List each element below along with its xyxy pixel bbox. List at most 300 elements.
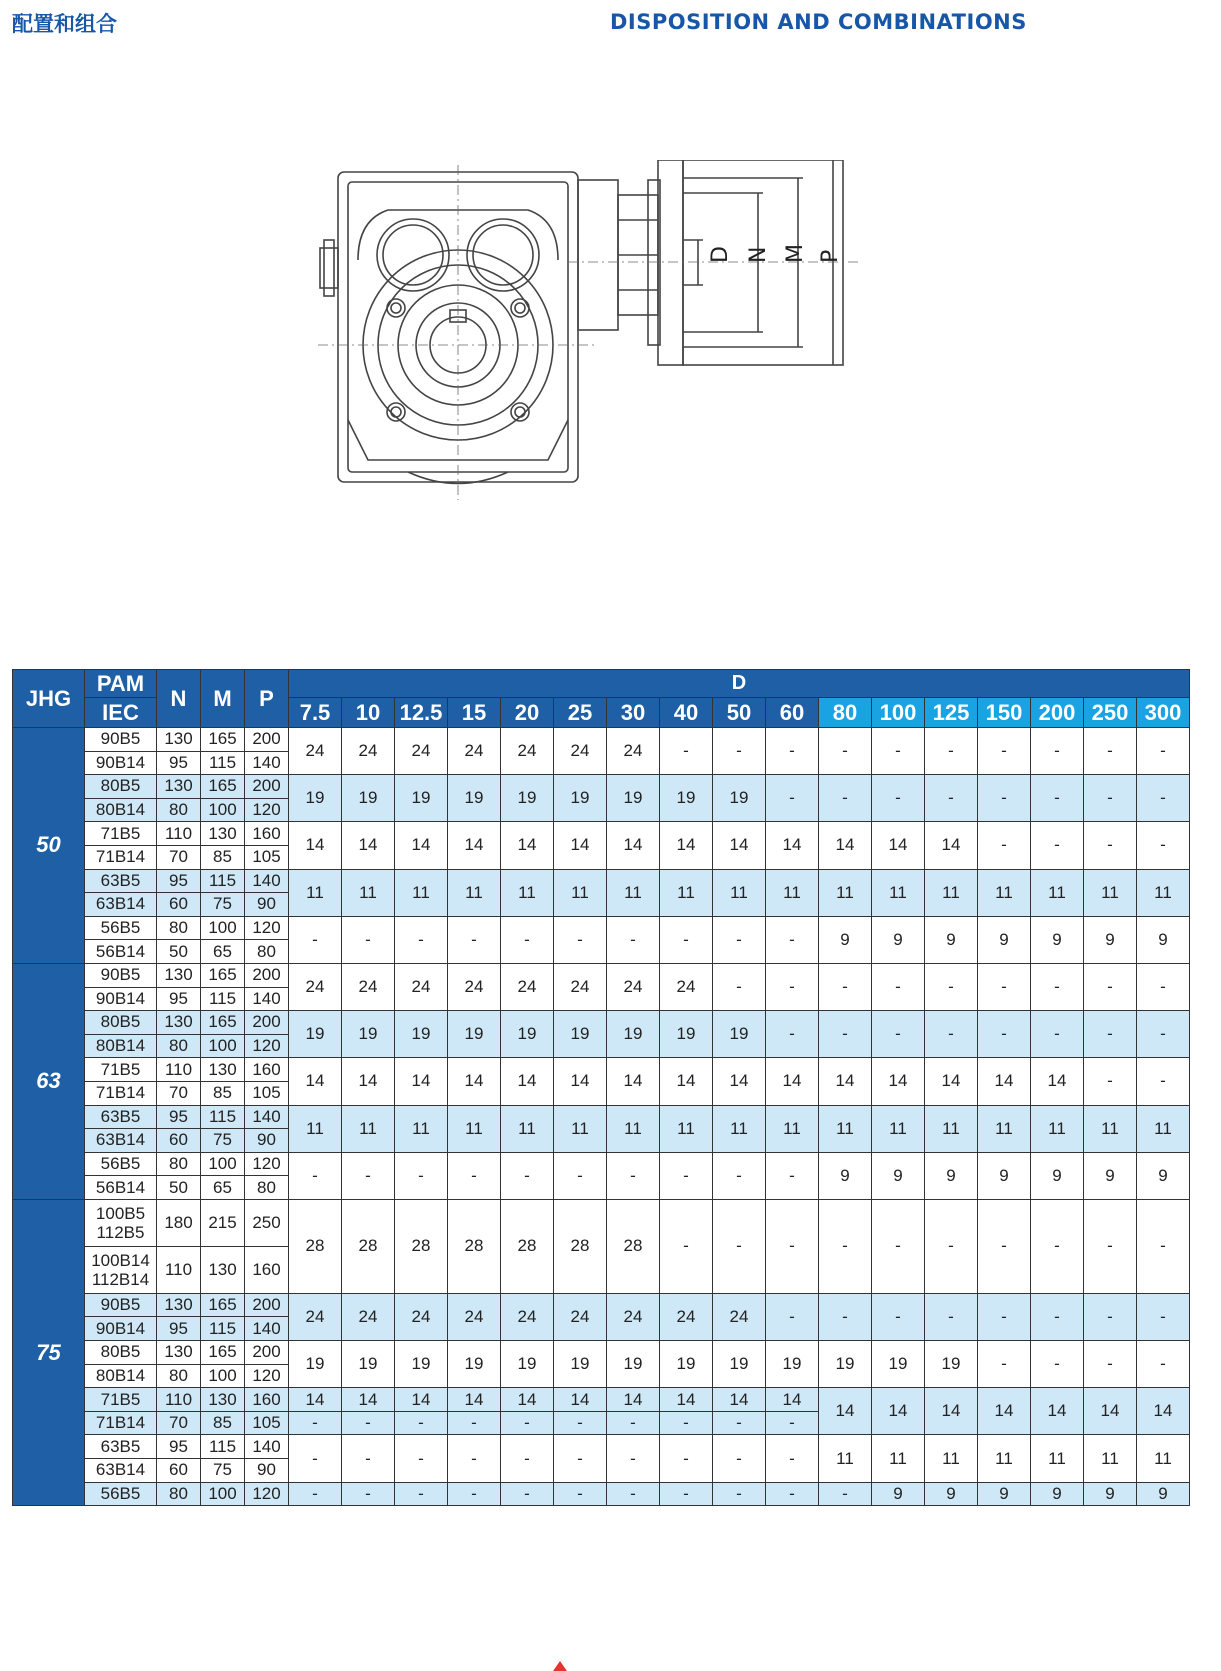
m-cell: 100 (201, 1482, 245, 1506)
n-cell: 130 (157, 1011, 201, 1035)
d-value-cell: - (395, 1482, 448, 1506)
d-value-cell: 9 (1084, 1152, 1137, 1199)
ratio-header: 30 (607, 698, 660, 728)
ratio-header: 100 (872, 698, 925, 728)
d-value-cell: 11 (1084, 1435, 1137, 1482)
d-value-cell: - (872, 728, 925, 775)
d-value-cell: - (660, 728, 713, 775)
d-value-cell: 19 (501, 1011, 554, 1058)
n-cell: 80 (157, 1482, 201, 1506)
table-row (13, 1199, 1190, 1246)
d-value-cell: 9 (872, 1482, 925, 1506)
d-value-cell: 19 (660, 1011, 713, 1058)
iec-cell: 90B14 (85, 987, 157, 1011)
d-value-cell: 24 (713, 1293, 766, 1340)
p-cell: 140 (245, 987, 289, 1011)
d-value-cell: 14 (607, 822, 660, 869)
d-value-cell: 19 (395, 1011, 448, 1058)
d-value-cell: 14 (289, 1058, 342, 1105)
p-cell: 120 (245, 1034, 289, 1058)
d-value-cell: 14 (978, 1388, 1031, 1435)
d-value-cell: 28 (607, 1199, 660, 1293)
iec-cell: 56B5 (85, 1152, 157, 1176)
d-value-cell: 11 (1031, 1105, 1084, 1152)
d-value-cell: 24 (395, 963, 448, 1010)
d-value-cell: - (660, 1411, 713, 1435)
d-value-cell: 24 (501, 963, 554, 1010)
d-value-cell: 19 (607, 775, 660, 822)
d-value-cell: 19 (872, 1341, 925, 1388)
table-row (13, 1058, 1190, 1082)
d-value-cell: - (289, 1482, 342, 1506)
iec-cell: 80B14 (85, 798, 157, 822)
p-cell: 160 (245, 1388, 289, 1412)
d-value-cell: 11 (448, 869, 501, 916)
d-value-cell: - (713, 963, 766, 1010)
d-value-cell: 19 (554, 1011, 607, 1058)
combinations-table (12, 669, 1190, 1506)
dim-label-p: P (818, 249, 843, 263)
iec-cell: 100B14 112B14 (85, 1246, 157, 1293)
d-value-cell: - (1084, 1011, 1137, 1058)
iec-cell: 100B5 112B5 (85, 1199, 157, 1246)
d-value-cell: 14 (607, 1388, 660, 1412)
d-value-cell: 14 (713, 1388, 766, 1412)
d-value-cell: - (766, 1293, 819, 1340)
d-value-cell: 24 (554, 728, 607, 775)
col-header-m: M (201, 670, 245, 728)
d-value-cell: 14 (1031, 1388, 1084, 1435)
table-row (13, 728, 1190, 752)
d-value-cell: - (925, 775, 978, 822)
d-value-cell: 14 (872, 822, 925, 869)
m-cell: 130 (201, 1246, 245, 1293)
iec-cell: 63B14 (85, 1459, 157, 1483)
d-value-cell: 14 (501, 1388, 554, 1412)
n-cell: 70 (157, 1081, 201, 1105)
d-value-cell: 11 (925, 869, 978, 916)
d-value-cell: 14 (925, 822, 978, 869)
d-value-cell: - (1084, 728, 1137, 775)
d-value-cell: 14 (289, 1388, 342, 1412)
d-value-cell: - (501, 916, 554, 963)
iec-cell: 80B5 (85, 775, 157, 799)
d-value-cell: 14 (819, 1058, 872, 1105)
iec-cell: 56B14 (85, 940, 157, 964)
d-value-cell: 24 (289, 963, 342, 1010)
d-value-cell: 24 (342, 728, 395, 775)
m-cell: 115 (201, 987, 245, 1011)
d-value-cell: 14 (1084, 1388, 1137, 1435)
n-cell: 70 (157, 1411, 201, 1435)
m-cell: 85 (201, 1411, 245, 1435)
table-row (13, 916, 1190, 940)
d-value-cell: - (501, 1482, 554, 1506)
m-cell: 215 (201, 1199, 245, 1246)
iec-cell: 80B5 (85, 1011, 157, 1035)
d-value-cell: 19 (713, 775, 766, 822)
d-value-cell: - (1137, 1058, 1190, 1105)
d-value-cell: - (819, 728, 872, 775)
d-value-cell: - (978, 822, 1031, 869)
n-cell: 180 (157, 1199, 201, 1246)
size-label: 50 (13, 728, 85, 964)
d-value-cell: - (925, 1011, 978, 1058)
page-footer-mark (553, 1661, 567, 1671)
d-value-cell: 14 (925, 1388, 978, 1435)
p-cell: 90 (245, 1459, 289, 1483)
iec-cell: 63B5 (85, 1435, 157, 1459)
d-value-cell: - (713, 916, 766, 963)
d-value-cell: 11 (554, 1105, 607, 1152)
d-value-cell: - (1137, 1011, 1190, 1058)
d-value-cell: - (766, 916, 819, 963)
iec-cell: 71B5 (85, 1388, 157, 1412)
p-cell: 90 (245, 1129, 289, 1153)
gearbox-drawing (318, 160, 898, 505)
p-cell: 140 (245, 869, 289, 893)
table-row (13, 1482, 1190, 1506)
d-value-cell: 19 (925, 1341, 978, 1388)
p-cell: 200 (245, 963, 289, 987)
d-value-cell: - (501, 1152, 554, 1199)
m-cell: 165 (201, 728, 245, 752)
d-value-cell: - (607, 1482, 660, 1506)
d-value-cell: 24 (342, 963, 395, 1010)
p-cell: 105 (245, 1081, 289, 1105)
d-value-cell: 14 (501, 1058, 554, 1105)
d-value-cell: - (925, 728, 978, 775)
d-value-cell: 11 (342, 869, 395, 916)
col-header-pam: PAM (85, 670, 157, 698)
m-cell: 85 (201, 1081, 245, 1105)
d-value-cell: 11 (713, 1105, 766, 1152)
d-value-cell: 14 (607, 1058, 660, 1105)
d-value-cell: 14 (766, 1058, 819, 1105)
d-value-cell: - (766, 728, 819, 775)
d-value-cell: - (819, 1293, 872, 1340)
d-value-cell: - (1084, 1199, 1137, 1293)
p-cell: 120 (245, 1482, 289, 1506)
p-cell: 90 (245, 893, 289, 917)
d-value-cell: - (1031, 1011, 1084, 1058)
d-value-cell: 19 (660, 775, 713, 822)
d-value-cell: 14 (395, 1058, 448, 1105)
d-value-cell: 24 (395, 728, 448, 775)
d-value-cell: 9 (1084, 1482, 1137, 1506)
d-value-cell: - (978, 728, 1031, 775)
d-value-cell: 24 (607, 963, 660, 1010)
m-cell: 165 (201, 775, 245, 799)
col-header-p: P (245, 670, 289, 728)
d-value-cell: - (448, 916, 501, 963)
iec-cell: 71B14 (85, 1411, 157, 1435)
d-value-cell: 19 (607, 1341, 660, 1388)
d-value-cell: 11 (872, 1105, 925, 1152)
m-cell: 130 (201, 1058, 245, 1082)
col-header-d: D (289, 670, 1190, 698)
d-value-cell: - (978, 1293, 1031, 1340)
iec-cell: 71B5 (85, 1058, 157, 1082)
d-value-cell: 24 (554, 1293, 607, 1340)
d-value-cell: - (607, 1411, 660, 1435)
table-row (13, 869, 1190, 893)
n-cell: 130 (157, 963, 201, 987)
ratio-header: 12.5 (395, 698, 448, 728)
n-cell: 60 (157, 893, 201, 917)
d-value-cell: 24 (289, 728, 342, 775)
d-value-cell: - (395, 916, 448, 963)
d-value-cell: - (978, 1341, 1031, 1388)
m-cell: 165 (201, 963, 245, 987)
d-value-cell: - (713, 1482, 766, 1506)
d-value-cell: 11 (1137, 869, 1190, 916)
d-value-cell: - (1031, 775, 1084, 822)
d-value-cell: - (1031, 1341, 1084, 1388)
m-cell: 115 (201, 1435, 245, 1459)
iec-cell: 63B14 (85, 893, 157, 917)
n-cell: 95 (157, 1435, 201, 1459)
iec-cell: 80B14 (85, 1034, 157, 1058)
d-value-cell: 14 (289, 822, 342, 869)
d-value-cell: 14 (554, 822, 607, 869)
d-value-cell: 24 (554, 963, 607, 1010)
d-value-cell: - (819, 775, 872, 822)
m-cell: 100 (201, 916, 245, 940)
d-value-cell: 14 (448, 1058, 501, 1105)
p-cell: 200 (245, 775, 289, 799)
d-value-cell: - (1084, 1293, 1137, 1340)
d-value-cell: 14 (925, 1058, 978, 1105)
p-cell: 120 (245, 1364, 289, 1388)
d-value-cell: 11 (872, 1435, 925, 1482)
d-value-cell: 11 (660, 1105, 713, 1152)
d-value-cell: - (660, 1435, 713, 1482)
p-cell: 140 (245, 1105, 289, 1129)
d-value-cell: 19 (448, 1341, 501, 1388)
d-value-cell: 19 (289, 775, 342, 822)
d-value-cell: 24 (660, 963, 713, 1010)
d-value-cell: - (660, 1482, 713, 1506)
n-cell: 70 (157, 845, 201, 869)
n-cell: 80 (157, 1152, 201, 1176)
page-title-cn: 配置和组合 (12, 12, 117, 36)
d-value-cell: - (554, 1435, 607, 1482)
d-value-cell: - (607, 1152, 660, 1199)
d-value-cell: 14 (978, 1058, 1031, 1105)
ratio-header: 60 (766, 698, 819, 728)
p-cell: 120 (245, 916, 289, 940)
d-value-cell: - (766, 1482, 819, 1506)
ratio-header: 150 (978, 698, 1031, 728)
iec-cell: 90B14 (85, 751, 157, 775)
d-value-cell: 19 (342, 775, 395, 822)
d-value-cell: 19 (501, 1341, 554, 1388)
d-value-cell: 14 (819, 1388, 872, 1435)
n-cell: 110 (157, 1058, 201, 1082)
ratio-header: 300 (1137, 698, 1190, 728)
d-value-cell: - (395, 1411, 448, 1435)
d-value-cell: 28 (501, 1199, 554, 1293)
d-value-cell: 14 (660, 822, 713, 869)
d-value-cell: 24 (501, 728, 554, 775)
n-cell: 110 (157, 1246, 201, 1293)
d-value-cell: - (766, 1435, 819, 1482)
ratio-header: 10 (342, 698, 395, 728)
d-value-cell: - (925, 1199, 978, 1293)
d-value-cell: 19 (289, 1341, 342, 1388)
d-value-cell: - (1031, 728, 1084, 775)
p-cell: 200 (245, 1341, 289, 1365)
d-value-cell: 19 (448, 1011, 501, 1058)
d-value-cell: 11 (978, 869, 1031, 916)
n-cell: 95 (157, 869, 201, 893)
d-value-cell: 9 (925, 1152, 978, 1199)
d-value-cell: 14 (1137, 1388, 1190, 1435)
d-value-cell: 19 (660, 1341, 713, 1388)
d-value-cell: - (448, 1411, 501, 1435)
p-cell: 80 (245, 1176, 289, 1200)
d-value-cell: - (448, 1152, 501, 1199)
m-cell: 165 (201, 1011, 245, 1035)
page-title-en: DISPOSITION AND COMBINATIONS (610, 10, 1027, 34)
col-header-iec: IEC (85, 698, 157, 728)
iec-cell: 63B5 (85, 1105, 157, 1129)
d-value-cell: 14 (660, 1058, 713, 1105)
d-value-cell: - (1084, 1058, 1137, 1105)
ratio-header: 7.5 (289, 698, 342, 728)
d-value-cell: 19 (554, 775, 607, 822)
n-cell: 130 (157, 775, 201, 799)
d-value-cell: 9 (1137, 1152, 1190, 1199)
d-value-cell: - (1084, 963, 1137, 1010)
d-value-cell: 9 (978, 916, 1031, 963)
d-value-cell: - (1031, 963, 1084, 1010)
table-row (13, 1341, 1190, 1365)
d-value-cell: 14 (713, 822, 766, 869)
d-value-cell: - (607, 916, 660, 963)
d-value-cell: 14 (554, 1388, 607, 1412)
m-cell: 115 (201, 1317, 245, 1341)
d-value-cell: 9 (978, 1152, 1031, 1199)
d-value-cell: - (1137, 775, 1190, 822)
d-value-cell: - (766, 963, 819, 1010)
ratio-header: 125 (925, 698, 978, 728)
d-value-cell: - (554, 1152, 607, 1199)
d-value-cell: 24 (607, 728, 660, 775)
iec-cell: 80B14 (85, 1364, 157, 1388)
d-value-cell: 19 (342, 1011, 395, 1058)
p-cell: 200 (245, 728, 289, 752)
d-value-cell: 14 (395, 1388, 448, 1412)
d-value-cell: 11 (713, 869, 766, 916)
d-value-cell: 19 (713, 1341, 766, 1388)
d-value-cell: - (342, 1411, 395, 1435)
d-value-cell: - (819, 1199, 872, 1293)
d-value-cell: 24 (289, 1293, 342, 1340)
d-value-cell: 9 (1031, 916, 1084, 963)
d-value-cell: - (766, 1152, 819, 1199)
m-cell: 75 (201, 893, 245, 917)
d-value-cell: 19 (819, 1341, 872, 1388)
d-value-cell: 28 (448, 1199, 501, 1293)
n-cell: 130 (157, 728, 201, 752)
d-value-cell: - (872, 775, 925, 822)
d-value-cell: - (819, 1011, 872, 1058)
d-value-cell: - (342, 916, 395, 963)
d-value-cell: - (978, 963, 1031, 1010)
d-value-cell: - (660, 1199, 713, 1293)
iec-cell: 63B14 (85, 1129, 157, 1153)
d-value-cell: 11 (501, 869, 554, 916)
d-value-cell: 9 (819, 916, 872, 963)
d-value-cell: 11 (1031, 1435, 1084, 1482)
n-cell: 80 (157, 1364, 201, 1388)
d-value-cell: - (713, 1435, 766, 1482)
d-value-cell: - (1031, 822, 1084, 869)
size-label: 75 (13, 1199, 85, 1505)
d-value-cell: 14 (660, 1388, 713, 1412)
dim-label-m: M (783, 244, 808, 263)
d-value-cell: - (501, 1411, 554, 1435)
d-value-cell: - (819, 1482, 872, 1506)
d-value-cell: - (713, 1152, 766, 1199)
d-value-cell: - (448, 1435, 501, 1482)
ratio-header: 25 (554, 698, 607, 728)
n-cell: 80 (157, 916, 201, 940)
d-value-cell: - (1031, 1293, 1084, 1340)
m-cell: 115 (201, 1105, 245, 1129)
d-value-cell: 14 (819, 822, 872, 869)
d-value-cell: 14 (448, 1388, 501, 1412)
d-value-cell: - (342, 1152, 395, 1199)
d-value-cell: - (395, 1435, 448, 1482)
d-value-cell: 14 (342, 1388, 395, 1412)
d-value-cell: - (872, 963, 925, 1010)
table-row (13, 1435, 1190, 1459)
iec-cell: 80B5 (85, 1341, 157, 1365)
d-value-cell: 14 (554, 1058, 607, 1105)
d-value-cell: - (395, 1152, 448, 1199)
d-value-cell: 11 (501, 1105, 554, 1152)
n-cell: 80 (157, 1034, 201, 1058)
d-value-cell: 24 (448, 728, 501, 775)
d-value-cell: 14 (342, 1058, 395, 1105)
d-value-cell: 11 (925, 1105, 978, 1152)
d-value-cell: 11 (289, 869, 342, 916)
d-value-cell: 14 (501, 822, 554, 869)
d-value-cell: - (872, 1011, 925, 1058)
iec-cell: 90B5 (85, 1293, 157, 1317)
table-row (13, 1152, 1190, 1176)
n-cell: 80 (157, 798, 201, 822)
d-value-cell: - (766, 775, 819, 822)
d-value-cell: 11 (766, 869, 819, 916)
n-cell: 60 (157, 1129, 201, 1153)
m-cell: 130 (201, 822, 245, 846)
m-cell: 115 (201, 869, 245, 893)
ratio-header: 250 (1084, 698, 1137, 728)
d-value-cell: 14 (766, 822, 819, 869)
table-row (13, 1105, 1190, 1129)
p-cell: 250 (245, 1199, 289, 1246)
m-cell: 65 (201, 1176, 245, 1200)
d-value-cell: - (925, 1293, 978, 1340)
p-cell: 140 (245, 1435, 289, 1459)
d-value-cell: 19 (607, 1011, 660, 1058)
d-value-cell: 14 (1031, 1058, 1084, 1105)
d-value-cell: 11 (872, 869, 925, 916)
